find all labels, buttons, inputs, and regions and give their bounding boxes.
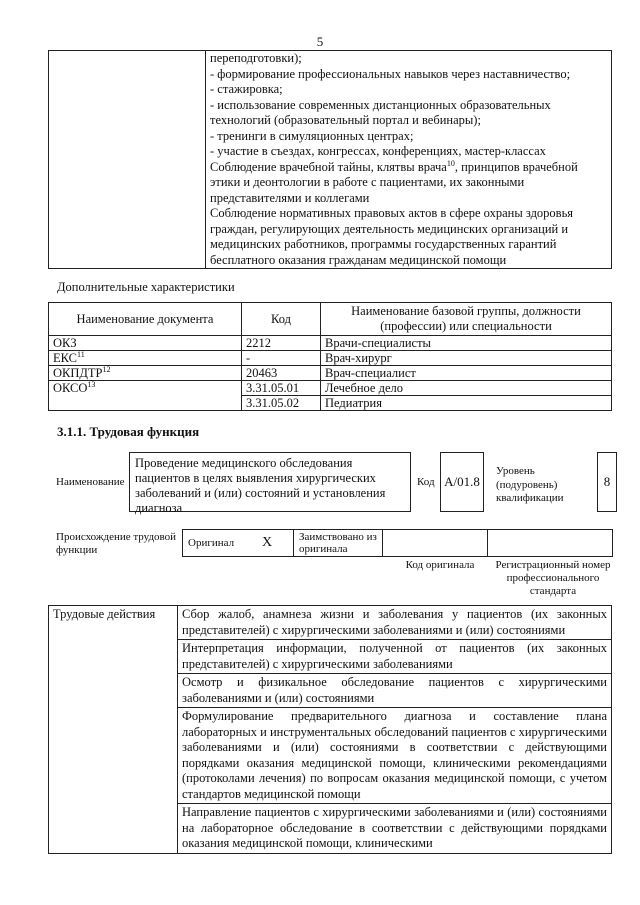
continuation-line: бесплатного оказания гражданам медицинской помощи [210,252,507,267]
continuation-line: - участие в съездах, конгрессах, конференциях, мастер-классах [210,144,546,158]
footnote-ref: 11 [77,349,85,359]
group-cell: Лечебное дело [321,381,612,396]
doc-cell: ЕКС$^{11}$ [49,351,242,366]
function-name-box: Проведение медицинского обследования пациентов в целях выявления хирургических заболеваний и (или) состояний и установления диагноза [129,452,411,512]
code-cell: - [242,351,321,366]
continuation-left-cell [49,51,206,269]
group-cell: Врач-хирург [321,351,612,366]
footnote-ref: 10 [446,158,455,168]
group-cell: Врачи-специалисты [321,336,612,351]
original-mark: X [257,530,294,557]
labor-action-item: Сбор жалоб, анамнеза жизни и заболевания у пациентов (их законных представителей) с хирургическими заболеваниями и (или) состояниями [178,606,612,640]
header-code: Код [242,303,321,336]
header-group: Наименование базовой группы, должности (профессии) или специальности [321,303,612,336]
group-cell: Врач-специалист [321,366,612,381]
continuation-line: медицинских работников, программы государственных гарантий [210,237,557,251]
code-cell: 3.31.05.01 [242,381,321,396]
code-label: Код [417,476,435,488]
continuation-line: представителями и коллегами [210,190,370,205]
reg-number-cell [488,530,613,557]
code-original-label: Код оригинала [405,559,475,571]
continuation-line: - использование современных дистанционных образовательных [210,97,551,112]
labor-actions-label: Трудовые действия [49,606,178,854]
additional-table [48,302,612,411]
table-row [49,366,612,381]
borrowed-cell: Заимствовано из оригинала [294,530,383,557]
continuation-line [210,160,607,176]
name-label: Наименование [56,476,125,488]
continuation-line: - стажировка; [210,82,283,96]
reg-number-label: Регистрационный номер профессионального стандарта [495,559,611,597]
origin-label: Происхождение трудовой функции [56,531,177,556]
continuation-line: граждан, регулирующих деятельность медицинских организаций и [210,221,569,236]
code-cell: 20463 [242,366,321,381]
level-box: 8 [597,452,617,512]
function-code-box: A/01.8 [440,452,484,512]
continuation-line: этики и деонтологии в работе с пациентами, их законными [210,175,525,189]
level-label: Уровень (подуровень) квалификации [496,465,564,504]
code-cell: 2212 [242,336,321,351]
labor-action-item: Осмотр и физикальное обследование пациентов с хирургическими заболеваниями и (или) состояниями [178,674,612,708]
code-original-cell [383,530,488,557]
header-document: Наименование документа [49,303,242,336]
doc-cell: ОКПДТР$^{12}$ [49,366,242,381]
labor-action-item: Направление пациентов с хирургическими заболеваниями и (или) состояниями на лабораторное обследование в соответствии с действующими порядками оказания медицинской помощи, клиническими [178,804,612,854]
oath-text-end: , принципов врачебной [454,159,578,174]
continuation-line: - формирование профессиональных навыков через наставничество; [210,66,571,81]
code-cell: 3.31.05.02 [242,396,321,411]
labor-action-item: Формулирование предварительного диагноза и составление плана лабораторных и инструментальных обследований пациентов с хирургическими заболеваниями и (или) состояниями в соответствии с действующими порядками оказания медицинской помощи, клиническими рекомендациями (протоколами лечения) по вопросам оказания медицинской помощи, с учетом стандартов медицинской помощи [178,708,612,804]
oath-text: Соблюдение врачебной тайны, клятвы врача [210,159,447,174]
table-row [49,381,612,396]
table-row [49,336,612,351]
table-row [49,351,612,366]
continuation-content-cell [206,51,612,269]
additional-caption: Дополнительные характеристики [57,280,235,294]
group-cell: Педиатрия [321,396,612,411]
continuation-table [48,50,612,269]
doc-cell: ОКЗ [49,336,242,351]
doc-cell: ОКСО$^{13}$ [49,381,242,411]
continuation-line: технологий (образовательный портал и вебинары); [210,113,481,127]
original-cell: Оригинал [183,530,258,557]
footnote-ref: 13 [87,379,96,389]
function-heading: 3.1.1. Трудовая функция [57,424,200,439]
labor-actions-table [48,605,612,854]
labor-action-item: Интерпретация информации, полученной от пациентов (их законных представителей) с хирургическими заболеваниями [178,640,612,674]
continuation-line: Соблюдение нормативных правовых актов в сфере охраны здоровья [210,206,574,220]
footnote-ref: 12 [102,364,111,374]
origin-table [182,529,613,557]
continuation-line: переподготовки); [210,51,302,65]
page-number: 5 [316,34,324,49]
continuation-line: - тренинги в симуляционных центрах; [210,128,414,143]
